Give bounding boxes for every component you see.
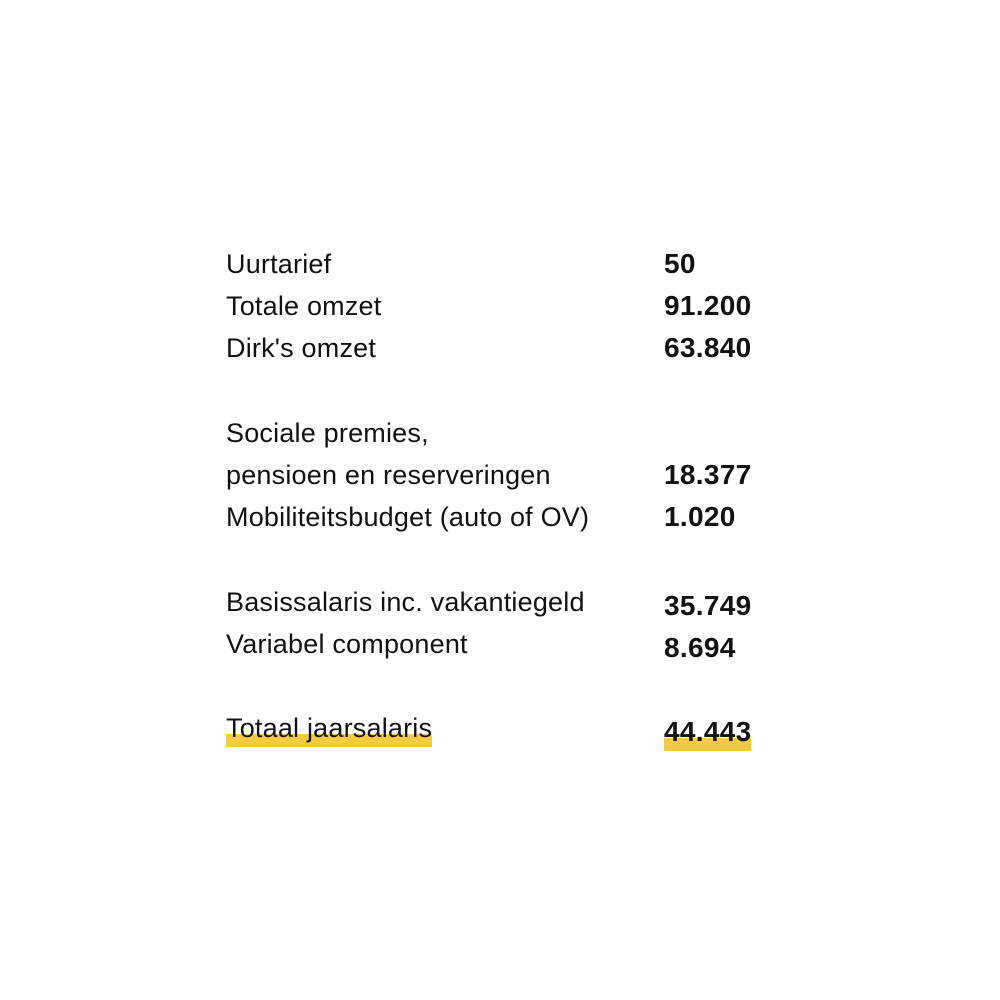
total-value xyxy=(664,712,751,752)
total-label-highlight: Totaal jaarsalaris xyxy=(226,708,432,748)
row-label: Totale omzet xyxy=(226,291,382,321)
row-value: 18.377 xyxy=(664,459,752,490)
total-label xyxy=(226,708,432,748)
row-totaal-jaarsalaris xyxy=(0,708,1000,748)
row-mobiliteitsbudget xyxy=(0,497,1000,537)
row-label: Variabel component xyxy=(226,629,468,659)
total-value-highlight: 44.443 xyxy=(664,712,751,752)
row-pensioen xyxy=(0,455,1000,495)
row-value: 50 xyxy=(664,248,696,279)
row-label: Uurtarief xyxy=(226,249,332,279)
row-value: 35.749 xyxy=(664,590,752,621)
row-label: Sociale premies, xyxy=(226,418,429,448)
row-uurtarief xyxy=(0,244,1000,284)
row-value: 8.694 xyxy=(664,632,736,663)
row-label: Dirk's omzet xyxy=(226,333,377,363)
row-sociale-premies xyxy=(0,413,1000,453)
row-value: 63.840 xyxy=(664,332,752,363)
row-label: Mobiliteitsbudget (auto of OV) xyxy=(226,502,590,532)
row-totale-omzet xyxy=(0,286,1000,326)
row-label: Basissalaris inc. vakantiegeld xyxy=(226,587,585,617)
row-variabel-component xyxy=(0,624,1000,664)
row-label: pensioen en reserveringen xyxy=(226,460,551,490)
row-value: 91.200 xyxy=(664,290,752,321)
row-value: 1.020 xyxy=(664,501,736,532)
row-dirks-omzet xyxy=(0,328,1000,368)
row-basissalaris xyxy=(0,582,1000,622)
